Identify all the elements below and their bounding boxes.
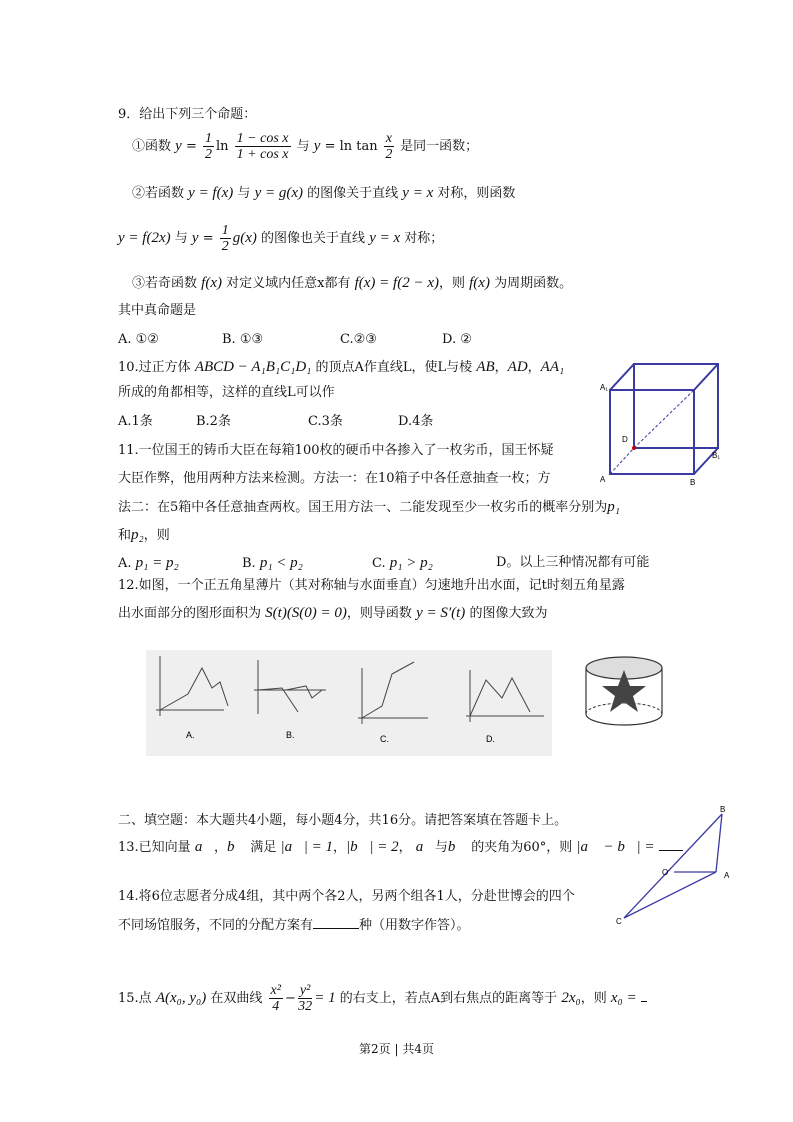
q10-option-d: D.4条	[398, 414, 434, 429]
cube-label-d: D	[622, 435, 628, 444]
q9-intro: 9．给出下列三个命题：	[118, 107, 257, 122]
cube-figure	[596, 358, 726, 488]
q9-prop3: ③若奇函数 f(x) 对定义域内任意x都有 f(x) = f(2 − x)，则 f(x) 为周期函数。	[132, 275, 573, 291]
q9-prop2-line1: ②若函数 y = f(x) 与 y = g(x) 的图像关于直线 y = x 对称，则函数	[132, 185, 516, 201]
graph-label-c: C.	[380, 734, 389, 744]
triangle-figure	[612, 802, 742, 926]
q14-line2: 不同场馆服务，不同的分配方案有 种（用数字作答）。	[118, 918, 470, 933]
q13: 13.已知向量 a⃗，b⃗ 满足 |a⃗| = 1，|b⃗| = 2， a⃗与b⃗ 的夹角为60°，则 |a⃗ − b⃗| =	[118, 838, 683, 857]
cube-label-a: A	[600, 475, 606, 484]
tri-label-c: C	[616, 917, 622, 926]
q12-graph-panel	[146, 650, 552, 756]
q11-line3: 法二：在5箱中各任意抽查两枚。国王用方法一、二能发现至少一枚劣币的概率分别为p₁	[118, 499, 620, 515]
q9-prop2-line2: y = f(2x) 与 y = $\frac{1}{2}$ g(x) 的图像也关于直线 y = x 对称；	[118, 223, 444, 254]
q15: 15.点 A(x₀, y₀) 在双曲线 $\frac{\text{x²}}{4}$ − $\frac{\text{y²}}{32}$ = 1 的右支上，若点A到右焦点的距离等于 2x₀，则 x₀ =	[118, 978, 647, 1018]
q11-option-c: C. p₁ > p₂	[372, 555, 433, 571]
q12-line2: 出水面部分的图形面积为 S(t)(S(0) = 0)，则导函数 y = S′(t) 的图像大致为	[118, 605, 548, 621]
q11-option-b: B. p₁ < p₂	[242, 555, 303, 571]
q11-line4: 和p₂，则	[118, 527, 170, 543]
cube-label-b: B	[690, 478, 696, 487]
tri-label-b: B	[720, 805, 726, 814]
q11-option-d: D。以上三种情况都有可能	[496, 555, 650, 570]
q11-line1: 11.一位国王的铸币大臣在每箱100枚的硬币中各掺入了一枚劣币，国王怀疑	[118, 443, 554, 458]
graph-label-b: B.	[286, 730, 295, 740]
q14-line1: 14.将6位志愿者分成4组，其中两个各2人，另两个组各1人，分赴世博会的四个	[118, 889, 575, 904]
q9-option-a: A. ①②	[118, 332, 159, 347]
q12-graphs	[146, 650, 552, 756]
q11-line2: 大臣作弊，他用两种方法来检测。方法一：在10箱子中各任意抽查一枚；方	[118, 471, 551, 486]
star-cylinder-figure	[582, 652, 666, 732]
q12-line1: 12.如图，一个正五角星薄片（其对称轴与水面垂直）匀速地升出水面，记t时刻五角星露	[118, 578, 625, 593]
tri-label-a: A	[724, 871, 730, 880]
graph-label-d: D.	[486, 734, 495, 744]
q10-line1: 10.过正方体 ABCD − A₁B₁C₁D₁ 的顶点A作直线L，使L与棱 AB，AD，AA₁	[118, 359, 565, 375]
q10-option-c: C.3条	[308, 414, 343, 429]
cube-label-b1: B₁	[712, 451, 721, 460]
graph-label-a: A.	[186, 730, 195, 740]
q10-option-b: B.2条	[196, 414, 231, 429]
q10-line2: 所成的角都相等，这样的直线L可以作	[118, 385, 335, 400]
q9-prop1: ①函数 y = $\frac{1}{2}$ ln $\frac{\text{1 − cos x}}{\text{1 + cos x}}$ 与 y = ln tan $\frac{x}{2}$ 是同一函数；	[132, 131, 479, 162]
q9-option-d: D. ②	[442, 332, 472, 347]
q11-option-a: A. p₁ = p₂	[118, 555, 179, 571]
cube-label-a1: A₁	[600, 383, 609, 392]
q9-ask: 其中真命题是	[118, 303, 197, 318]
q9-option-c: C.②③	[340, 332, 377, 347]
q10-option-a: A.1条	[118, 414, 153, 429]
q9-option-b: B. ①③	[222, 332, 264, 347]
section2-title: 二、填空题：本大题共4小题，每小题4分，共16分。请把答案填在答题卡上。	[118, 813, 568, 828]
page-footer: 第2页 | 共4页	[359, 1042, 434, 1056]
tri-label-o: O	[662, 868, 669, 877]
